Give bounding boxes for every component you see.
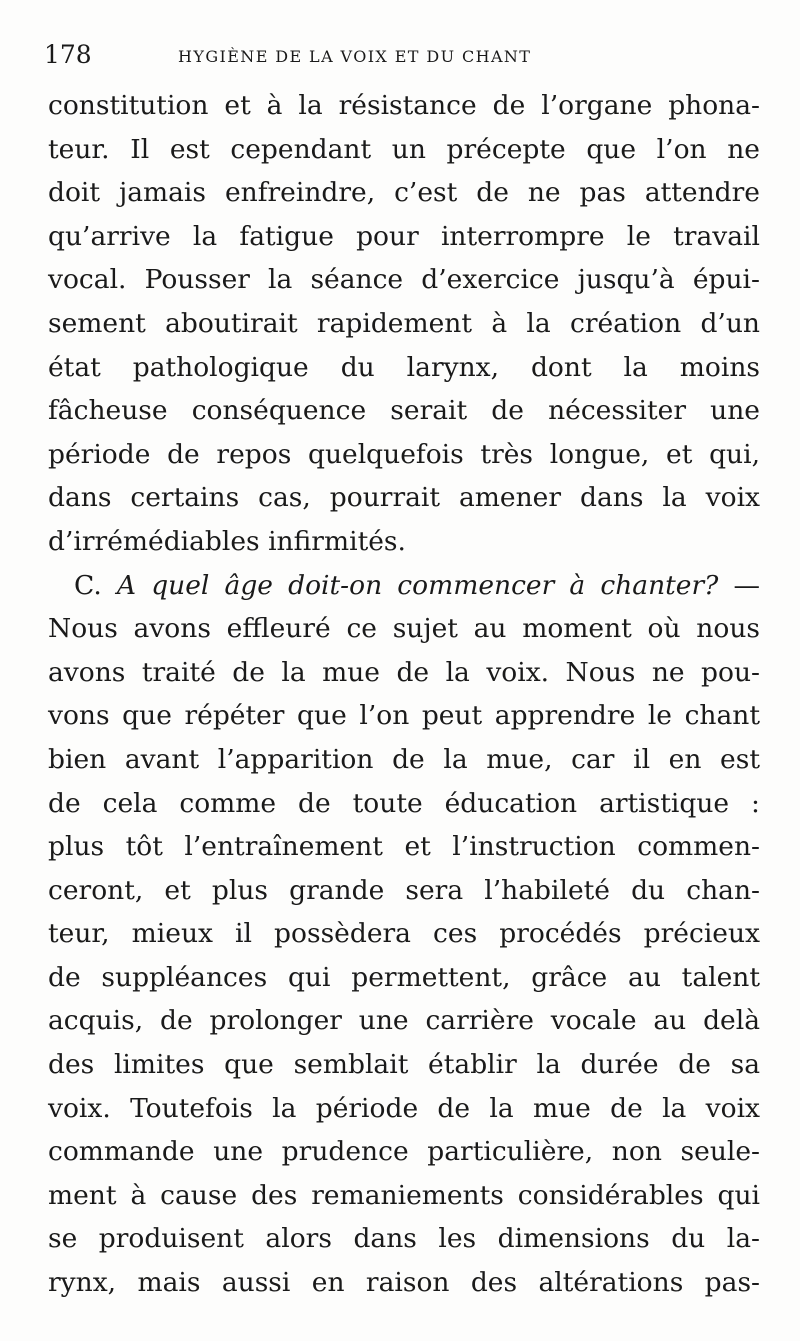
section-heading-line: [48, 564, 760, 608]
text-line: doit jamais enfreindre, c’est de ne pas attendre: [48, 177, 760, 209]
running-head: [44, 38, 756, 78]
text-line: ment à cause des remaniements considérables qui: [48, 1179, 760, 1211]
text-line: des limites que semblait établir la durée de sa: [48, 1049, 760, 1081]
text-line: teur, mieux il possèdera ces procédés précieux: [48, 918, 760, 950]
text-line: période de repos quelquefois très longue, et qui,: [48, 438, 760, 470]
text-line: sement aboutirait rapidement à la création d’un: [48, 307, 760, 339]
text-line: acquis, de prolonger une carrière vocale au delà: [48, 1005, 760, 1037]
text-line: dans certains cas, pourrait amener dans la voix: [48, 482, 760, 514]
text-line: vocal. Pousser la séance d’exercice jusqu’à épui-: [48, 264, 760, 296]
text-line: de suppléances qui permettent, grâce au talent: [48, 961, 760, 993]
text-line: se produisent alors dans les dimensions du la-: [48, 1223, 760, 1255]
text-line: de cela comme de toute éducation artistique :: [48, 787, 760, 819]
text-line: d’irrémédiables infirmités.: [48, 525, 406, 557]
page-number: 178: [44, 40, 92, 69]
text-line: teur. Il est cependant un précepte que l’on ne: [48, 133, 760, 165]
heading-dash: —: [733, 569, 760, 601]
body-text: [48, 84, 760, 1305]
text-line: bien avant l’apparition de la mue, car il en est: [48, 743, 760, 775]
section-heading: A quel âge doit-on commencer à chanter?: [116, 569, 719, 601]
text-line: état pathologique du larynx, dont la moins: [48, 351, 760, 383]
text-line: voix. Toutefois la période de la mue de la voix: [48, 1092, 760, 1124]
paragraph-2: [48, 564, 760, 1305]
text-line: qu’arrive la fatigue pour interrompre le travail: [48, 220, 760, 252]
text-line: commande une prudence particulière, non seule-: [48, 1136, 760, 1168]
text-line: rynx, mais aussi en raison des altérations pas-: [48, 1267, 760, 1299]
text-line: avons traité de la mue de la voix. Nous ne pou-: [48, 656, 760, 688]
text-line: constitution et à la résistance de l’organe phona-: [48, 90, 760, 121]
text-line: fâcheuse conséquence serait de nécessiter une: [48, 395, 760, 427]
running-title: HYGIÈNE DE LA VOIX ET DU CHANT: [178, 47, 532, 66]
text-line: plus tôt l’entraînement et l’instruction commen-: [48, 831, 760, 863]
text-line: Nous avons effleuré ce sujet au moment où nous: [48, 613, 760, 645]
text-line: ceront, et plus grande sera l’habileté du chan-: [48, 874, 760, 906]
paragraph-1: [48, 84, 760, 564]
text-line: vons que répéter que l’on peut apprendre le chant: [48, 700, 760, 732]
section-label: C.: [74, 569, 102, 601]
